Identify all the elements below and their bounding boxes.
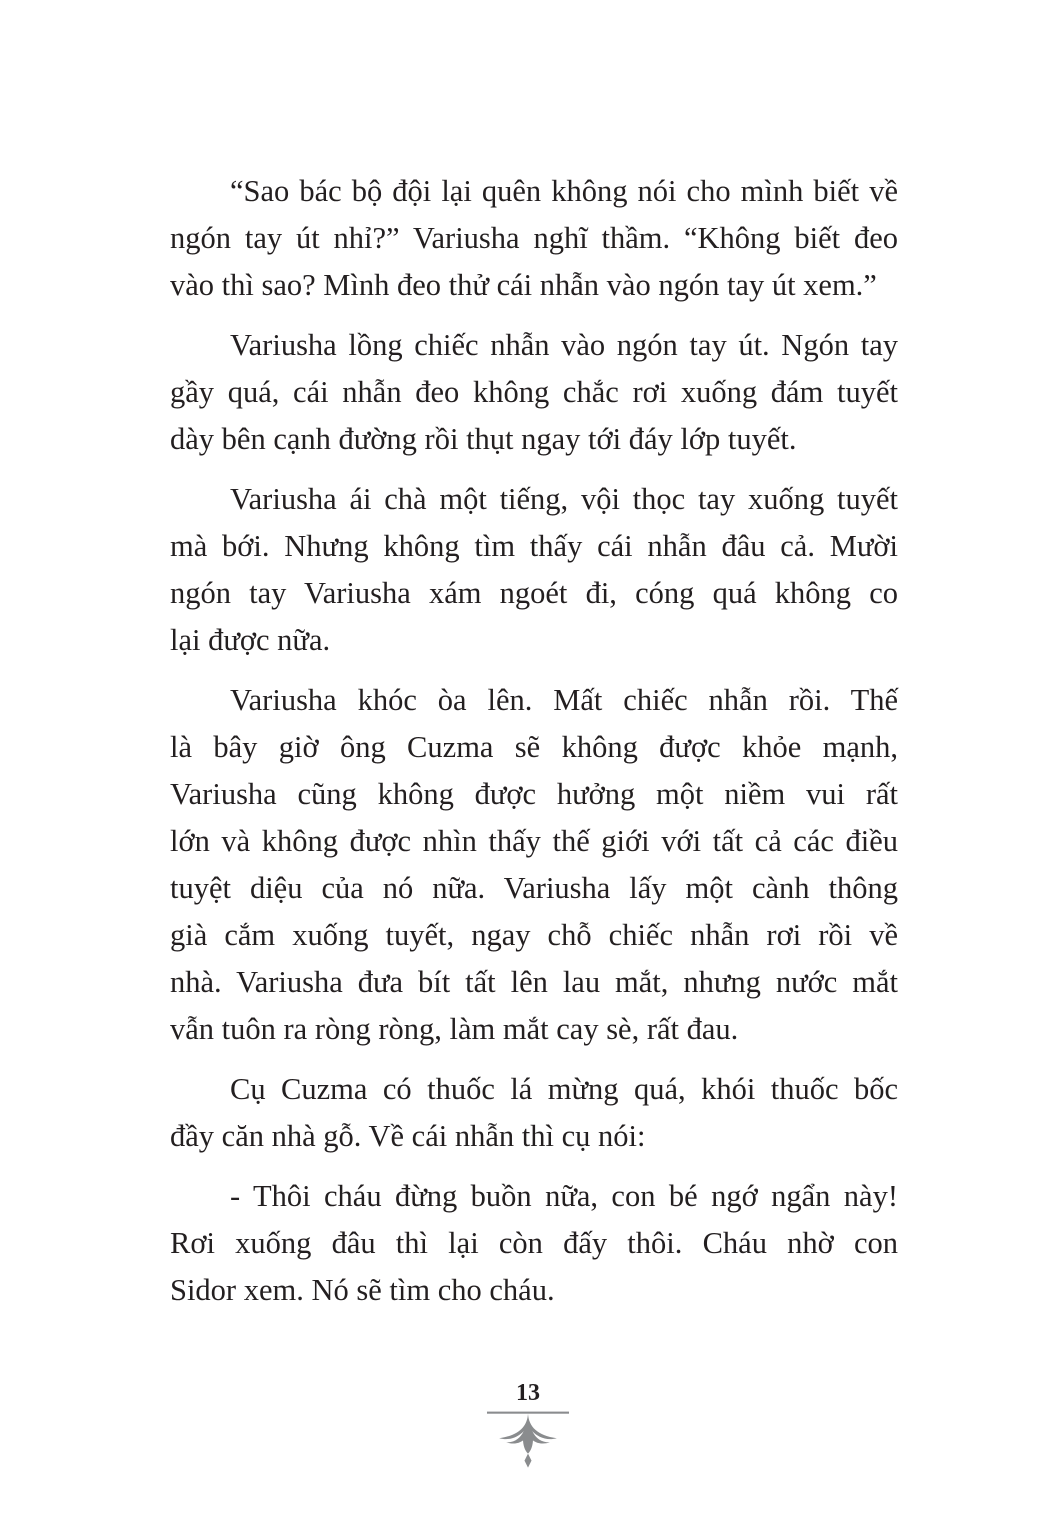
text-line: lớn và không được nhìn thấy thế giới với tất cả các điều [170,824,898,858]
page-number: 13 [516,1380,540,1406]
text-line: - Thôi cháu đừng buồn nữa, con bé ngớ ngẩn này! [230,1179,898,1213]
paragraph [170,1066,898,1160]
text-line: Variusha cũng không được hưởng một niềm vui rất [170,777,898,811]
text-line: Rơi xuống đâu thì lại còn đấy thôi. Cháu nhờ con [170,1226,898,1260]
text-line: già cắm xuống tuyết, ngay chỗ chiếc nhẫn rơi rồi về [170,918,898,952]
text-line: vào thì sao? Mình đeo thử cái nhẫn vào ngón tay út xem.” [170,268,877,302]
text-line: dày bên cạnh đường rồi thụt ngay tới đáy lớp tuyết. [170,422,797,456]
text-line: gầy quá, cái nhẫn đeo không chắc rơi xuống đám tuyết [170,375,898,409]
paragraph [170,677,898,1053]
text-line: ngón tay út nhỉ?” Variusha nghĩ thầm. “Không biết đeo [170,221,898,255]
text-line: Sidor xem. Nó sẽ tìm cho cháu. [170,1273,555,1307]
paragraph [170,476,898,664]
text-line: mà bới. Nhưng không tìm thấy cái nhẫn đâu cả. Mười [170,529,898,563]
text-line: Variusha lồng chiếc nhẫn vào ngón tay út. Ngón tay [230,328,898,362]
body-text [170,168,898,1327]
text-line: tuyệt diệu của nó nữa. Variusha lấy một cành thông [170,871,898,905]
paragraph [170,168,898,309]
text-line: nhà. Variusha đưa bít tất lên lau mắt, nhưng nước mắt [170,965,898,999]
text-line: Cụ Cuzma có thuốc lá mừng quá, khói thuốc bốc [230,1072,898,1106]
text-line: là bây giờ ông Cuzma sẽ không được khỏe mạnh, [170,730,898,764]
text-line: Variusha khóc òa lên. Mất chiếc nhẫn rồi. Thế [230,683,898,717]
text-line: Variusha ái chà một tiếng, vội thọc tay xuống tuyết [230,482,898,516]
text-line: ngón tay Variusha xám ngoét đi, cóng quá không co [170,576,898,610]
text-line: “Sao bác bộ đội lại quên không nói cho mình biết về [230,174,898,208]
fleuron-ornament-icon [480,1406,576,1476]
text-line: lại được nữa. [170,623,331,657]
text-line: đầy căn nhà gỗ. Về cái nhẫn thì cụ nói: [170,1119,646,1153]
paragraph [170,1173,898,1314]
paragraph [170,322,898,463]
text-line: vẫn tuôn ra ròng ròng, làm mắt cay sè, rất đau. [170,1012,739,1046]
